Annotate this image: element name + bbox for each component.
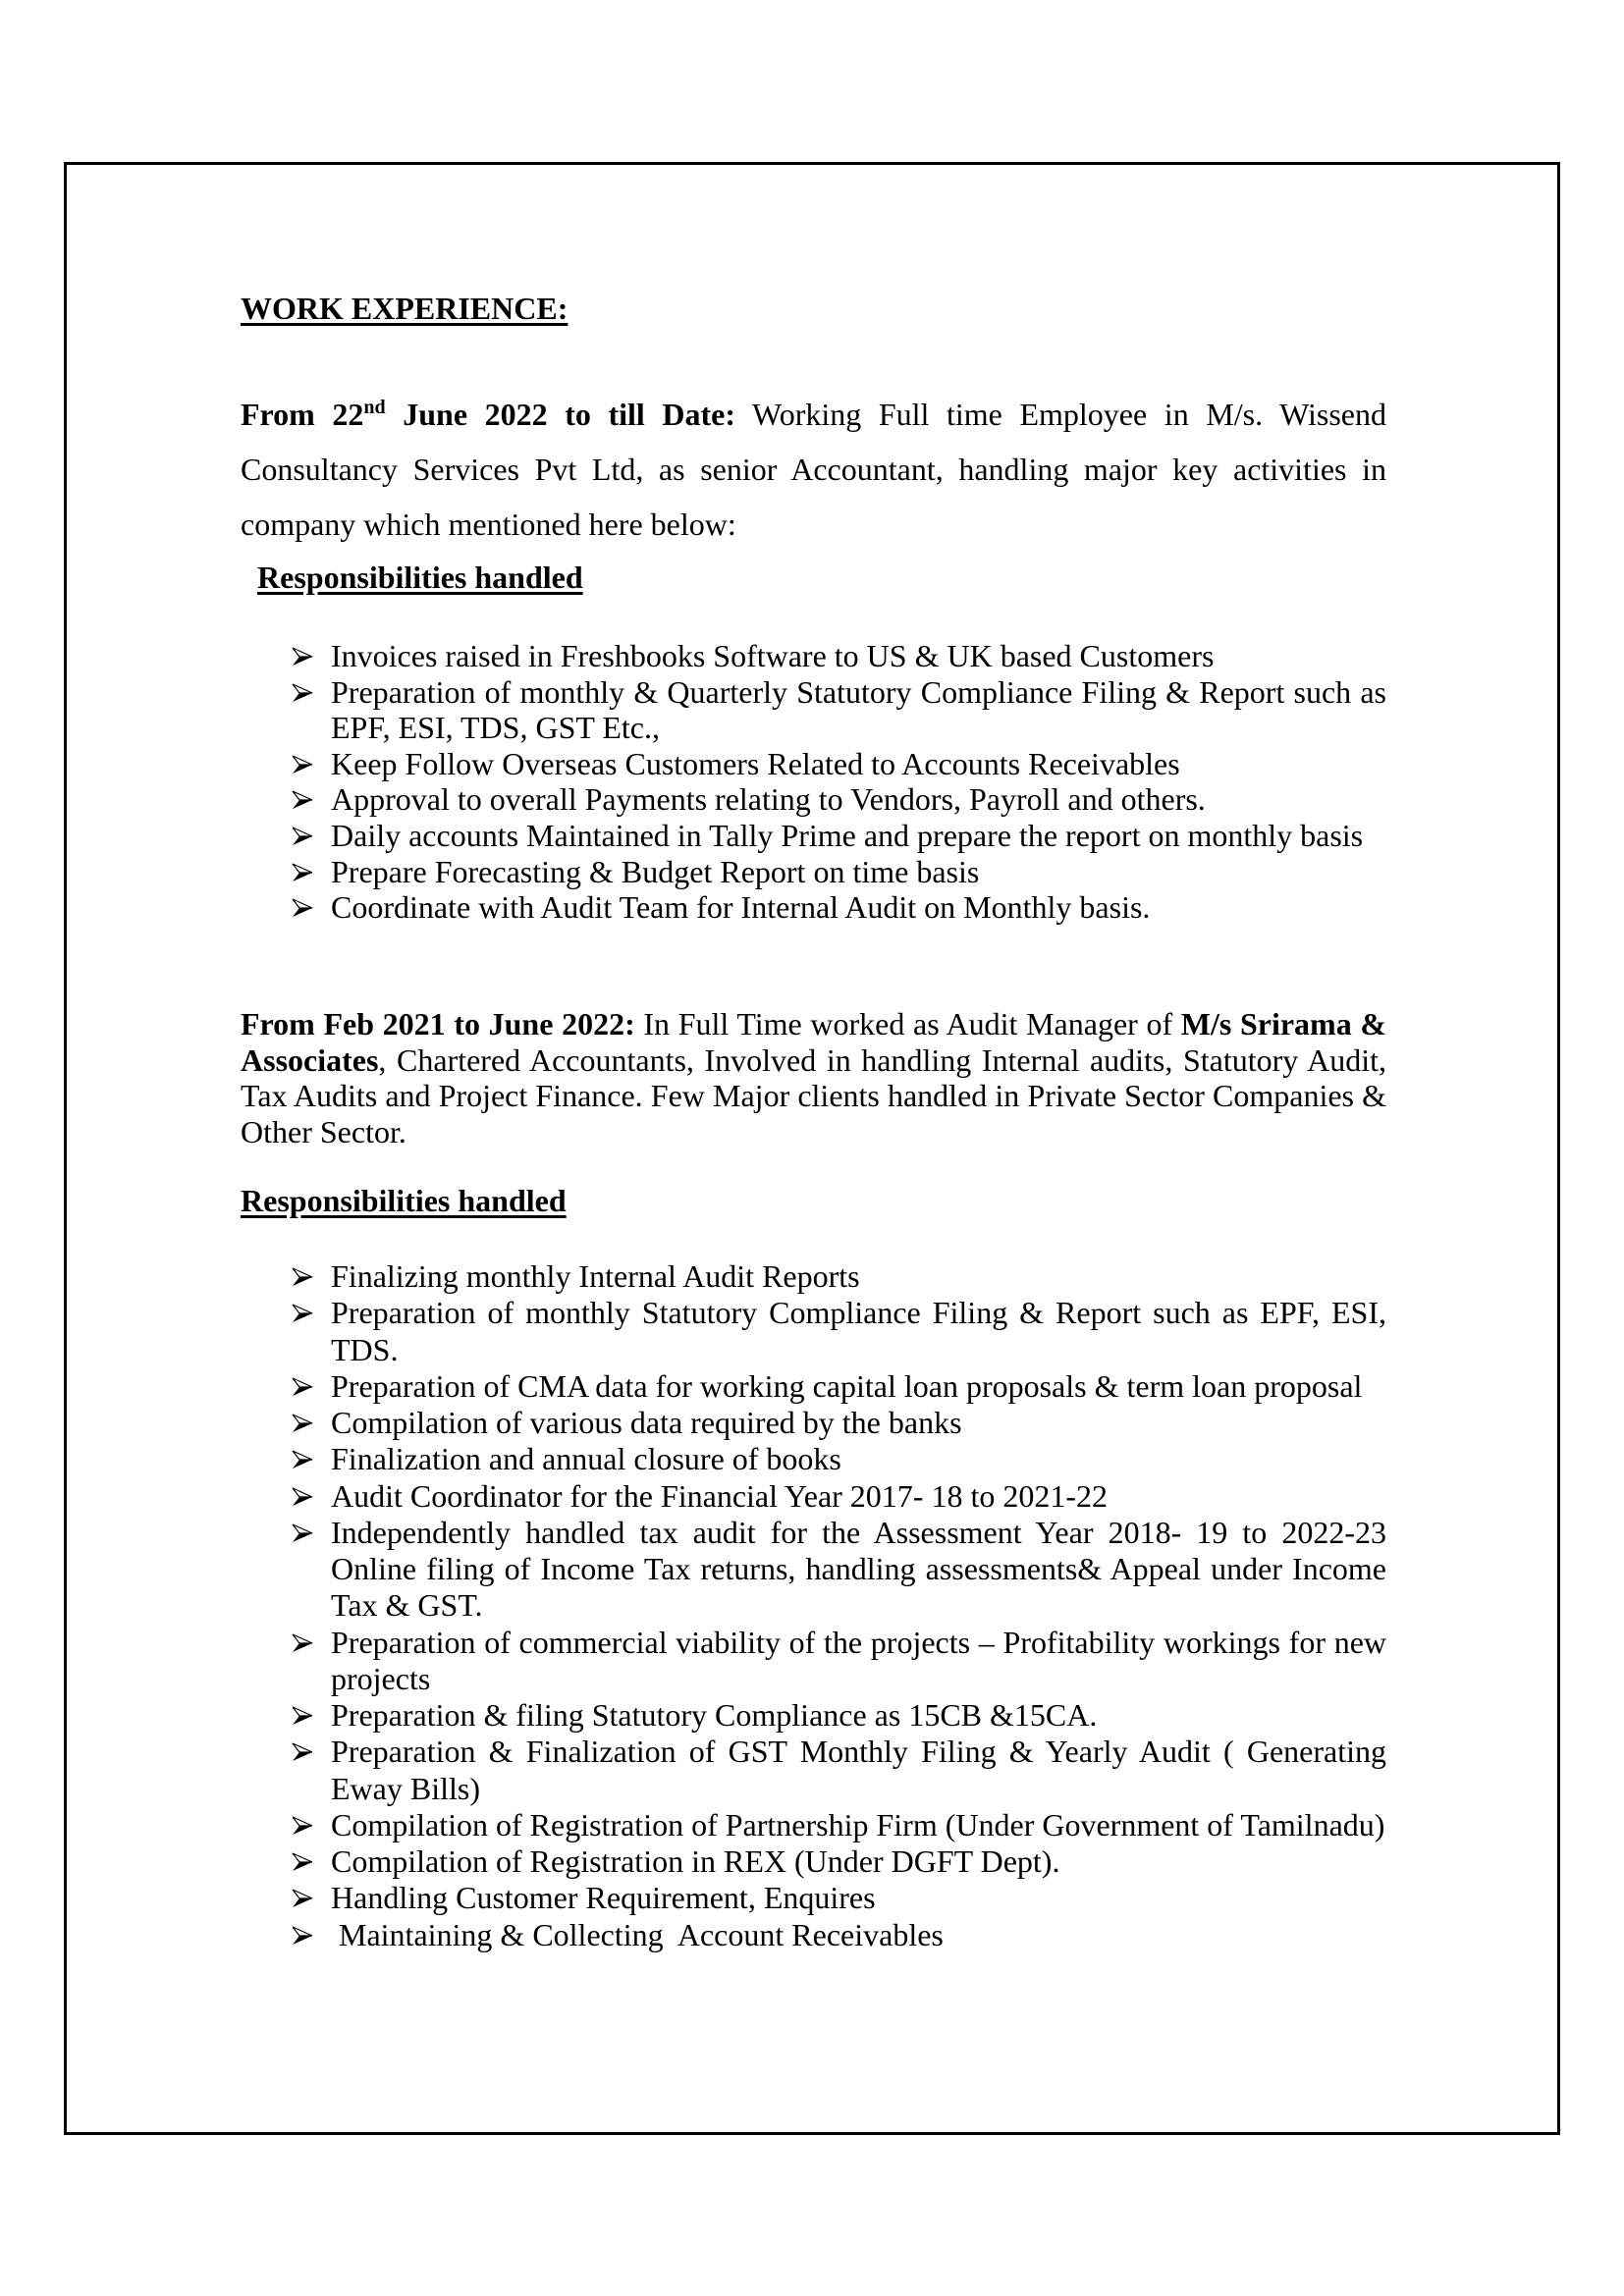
list-item: Preparation of CMA data for working capital loan proposals & term loan proposal [292, 1368, 1386, 1405]
list-item: Handling Customer Requirement, Enquires [292, 1880, 1386, 1916]
arrowhead-bullet-icon [292, 1705, 313, 1727]
job-1-period-ordinal: nd [363, 397, 386, 418]
job-1-responsibilities-heading: Responsibilities handled [257, 560, 583, 595]
list-item: Coordinate with Audit Team for Internal Audit on Monthly basis. [292, 889, 1386, 926]
arrowhead-bullet-icon [292, 1413, 313, 1434]
arrowhead-bullet-icon [292, 646, 313, 667]
job-2-company-name: M/s Srirama & Associates [241, 1006, 1387, 1078]
arrowhead-bullet-icon [292, 1741, 313, 1763]
arrowhead-bullet-icon [292, 897, 313, 919]
arrowhead-bullet-icon [292, 826, 313, 847]
arrowhead-bullet-icon [292, 1376, 313, 1398]
list-item: Audit Coordinator for the Financial Year 2017- 18 to 2021-22 [292, 1478, 1386, 1515]
arrowhead-bullet-icon [292, 754, 313, 775]
job-2-description [241, 1006, 1386, 1150]
section-heading-work-experience: WORK EXPERIENCE: [241, 291, 568, 326]
list-item: Preparation & Finalization of GST Monthly Filing & Yearly Audit ( Generating Eway Bills) [292, 1734, 1386, 1807]
list-item: Daily accounts Maintained in Tally Prime and prepare the report on monthly basis [292, 818, 1386, 854]
arrowhead-bullet-icon [292, 789, 313, 811]
list-item: Invoices raised in Freshbooks Software to US & UK based Customers [292, 638, 1386, 674]
job-1-period-end: June 2022 to till Date: [385, 397, 736, 432]
list-item: Keep Follow Overseas Customers Related to Accounts Receivables [292, 746, 1386, 782]
list-item: Compilation of various data required by the banks [292, 1405, 1386, 1441]
list-item: Preparation of monthly & Quarterly Statutory Compliance Filing & Report such as EPF, ESI, TDS, GST Etc., [292, 674, 1386, 746]
arrowhead-bullet-icon [292, 1266, 313, 1288]
job-1-description-text: Working Full time Employee in M/s. Wissend Consultancy Services Pvt Ltd, as senior Accountant, handling major key activities in company which mentioned here below: [241, 397, 1387, 542]
job-2-description-text-continued: , Chartered Accountants, Involved in handling Internal audits, Statutory Audit, Tax Audits and Project Finance. Few Major clients handled in Private Sector Companies & Other Sector. [241, 1041, 1386, 1150]
arrowhead-bullet-icon [292, 1303, 313, 1324]
arrowhead-bullet-icon [292, 1851, 313, 1873]
job-1-period-start: From 22 [241, 397, 364, 432]
arrowhead-bullet-icon [292, 862, 313, 883]
arrowhead-bullet-icon [292, 1486, 313, 1508]
job-1-description [241, 387, 1386, 552]
list-item: Finalization and annual closure of books [292, 1441, 1386, 1477]
job-1-period [241, 397, 735, 432]
job-1-responsibilities-list [292, 638, 1386, 926]
arrowhead-bullet-icon [292, 682, 313, 704]
list-item: Preparation of commercial viability of the projects – Profitability workings for new projects [292, 1625, 1386, 1698]
arrowhead-bullet-icon [292, 1522, 313, 1544]
job-2-responsibilities-list [292, 1258, 1386, 1953]
job-2-description-text: In Full Time worked as Audit Manager of [634, 1006, 1181, 1041]
arrowhead-bullet-icon [292, 1925, 313, 1947]
list-item: Compilation of Registration in REX (Under DGFT Dept). [292, 1843, 1386, 1880]
job-2-responsibilities-heading: Responsibilities handled [241, 1183, 567, 1218]
arrowhead-bullet-icon [292, 1449, 313, 1470]
list-item: Preparation of monthly Statutory Compliance Filing & Report such as EPF, ESI, TDS. [292, 1295, 1386, 1368]
list-item: Compilation of Registration of Partnership Firm (Under Government of Tamilnadu) [292, 1807, 1386, 1843]
list-item: Independently handled tax audit for the Assessment Year 2018- 19 to 2022-23 Online filing of Income Tax returns, handling assessments& Appeal under Income Tax & GST. [292, 1515, 1386, 1625]
arrowhead-bullet-icon [292, 1815, 313, 1837]
list-item: Maintaining & Collecting Account Receivables [292, 1917, 1386, 1953]
list-item: Prepare Forecasting & Budget Report on time basis [292, 854, 1386, 890]
list-item: Finalizing monthly Internal Audit Reports [292, 1258, 1386, 1295]
arrowhead-bullet-icon [292, 1632, 313, 1654]
job-2-period: From Feb 2021 to June 2022: [241, 1006, 635, 1041]
arrowhead-bullet-icon [292, 1888, 313, 1909]
list-item: Approval to overall Payments relating to Vendors, Payroll and others. [292, 781, 1386, 818]
list-item: Preparation & filing Statutory Compliance as 15CB &15CA. [292, 1697, 1386, 1734]
